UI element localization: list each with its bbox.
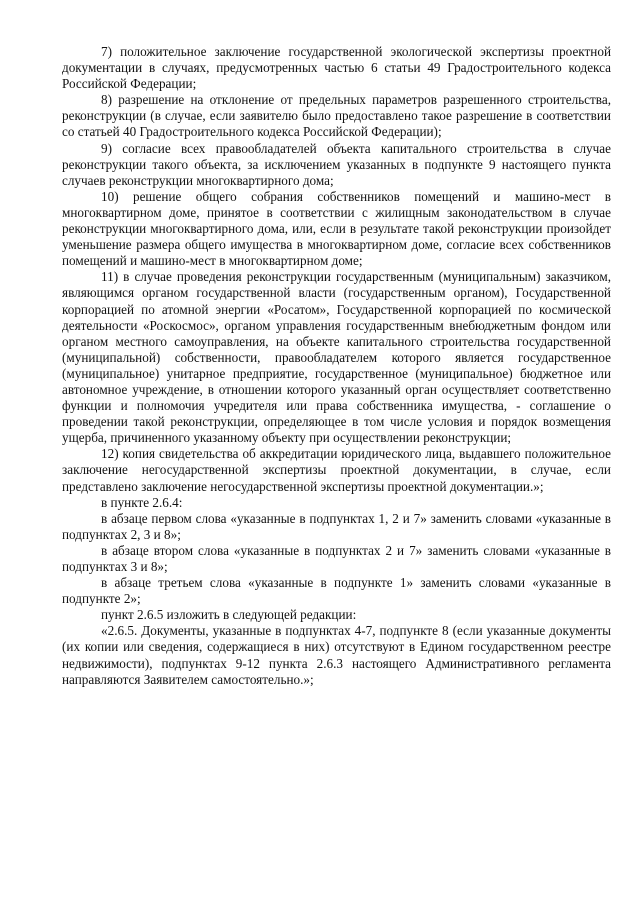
paragraph-item-9: 9) согласие всех правообладателей объекта капитального строительства в случае реконструкции такого объекта, за исключением указанных в подпункте 9 настоящего пункта случаев реконструкции многоквартирного дома; bbox=[62, 140, 611, 188]
paragraph-section-2-6-5-text: «2.6.5. Документы, указанные в подпунктах 4-7, подпункте 8 (если указанные документы (их копии или сведения, содержащиеся в них) отсутствуют в Едином государственном реестре недвижимости), подпунктах 9-12 пункта 2.6.3 настоящего Административного регламента направляются Заявителем самостоятельно.»; bbox=[62, 623, 611, 687]
paragraph-abzac-first: в абзаце первом слова «указанные в подпунктах 1, 2 и 7» заменить словами «указанные в подпунктах 2, 3 и 8»; bbox=[62, 510, 611, 542]
paragraph-item-7: 7) положительное заключение государственной экологической экспертизы проектной документации в случаях, предусмотренных частью 6 статьи 49 Градостроительного кодекса Российской Федерации; bbox=[62, 44, 611, 92]
paragraph-item-12: 12) копия свидетельства об аккредитации юридического лица, выдавшего положительное заключение негосударственной экспертизы проектной документации, в случае, если представлено заключение негосударственной экспертизы проектной документации.»; bbox=[62, 446, 611, 494]
paragraph-item-10: 10) решение общего собрания собственников помещений и машино-мест в многоквартирном доме, принятое в соответствии с жилищным законодательством в случае реконструкции многоквартирного дома, или, если в результате такой реконструкции произойдет уменьшение размера общего имущества в многоквартирном доме, согласие всех собственников помещений и машино-мест в многоквартирном доме; bbox=[62, 188, 611, 269]
paragraph-item-11: 11) в случае проведения реконструкции государственным (муниципальным) заказчиком, являющимся органом государственной власти (государственным органом), Государственной корпорацией по атомной энергии «Росатом», Государственной корпорацией по космической деятельности «Роскосмос», органом управления государственным внебюджетным фондом или органом местного самоуправления, на объекте капитального строительства государственной (муниципальной) собственности, правообладателем которого является государственное (муниципальное) унитарное предприятие, государственное (муниципальное) бюджетное или автономное учреждение, в отношении которого указанный орган осуществляет соответственно функции и полномочия учредителя или права собственника имущества, - соглашение о проведении такой реконструкции, определяющее в том числе условия и порядок возмещения ущерба, причиненного указанному объекту при осуществлении реконструкции; bbox=[62, 269, 611, 446]
paragraph-section-2-6-4: в пункте 2.6.4: bbox=[101, 494, 183, 510]
paragraph-section-2-6-5-intro: пункт 2.6.5 изложить в следующей редакции: bbox=[101, 607, 357, 623]
paragraph-abzac-second: в абзаце втором слова «указанные в подпунктах 2 и 7» заменить словами «указанные в подпунктах 3 и 8»; bbox=[62, 542, 611, 574]
document-page bbox=[62, 44, 611, 688]
paragraph-abzac-third: в абзаце третьем слова «указанные в подпункте 1» заменить словами «указанные в подпункте 2»; bbox=[62, 575, 611, 607]
paragraph-item-8: 8) разрешение на отклонение от предельных параметров разрешенного строительства, реконструкции (в случае, если заявителю было предоставлено такое разрешение в соответствии со статьей 40 Градостроительного кодекса Российской Федерации); bbox=[62, 92, 611, 140]
